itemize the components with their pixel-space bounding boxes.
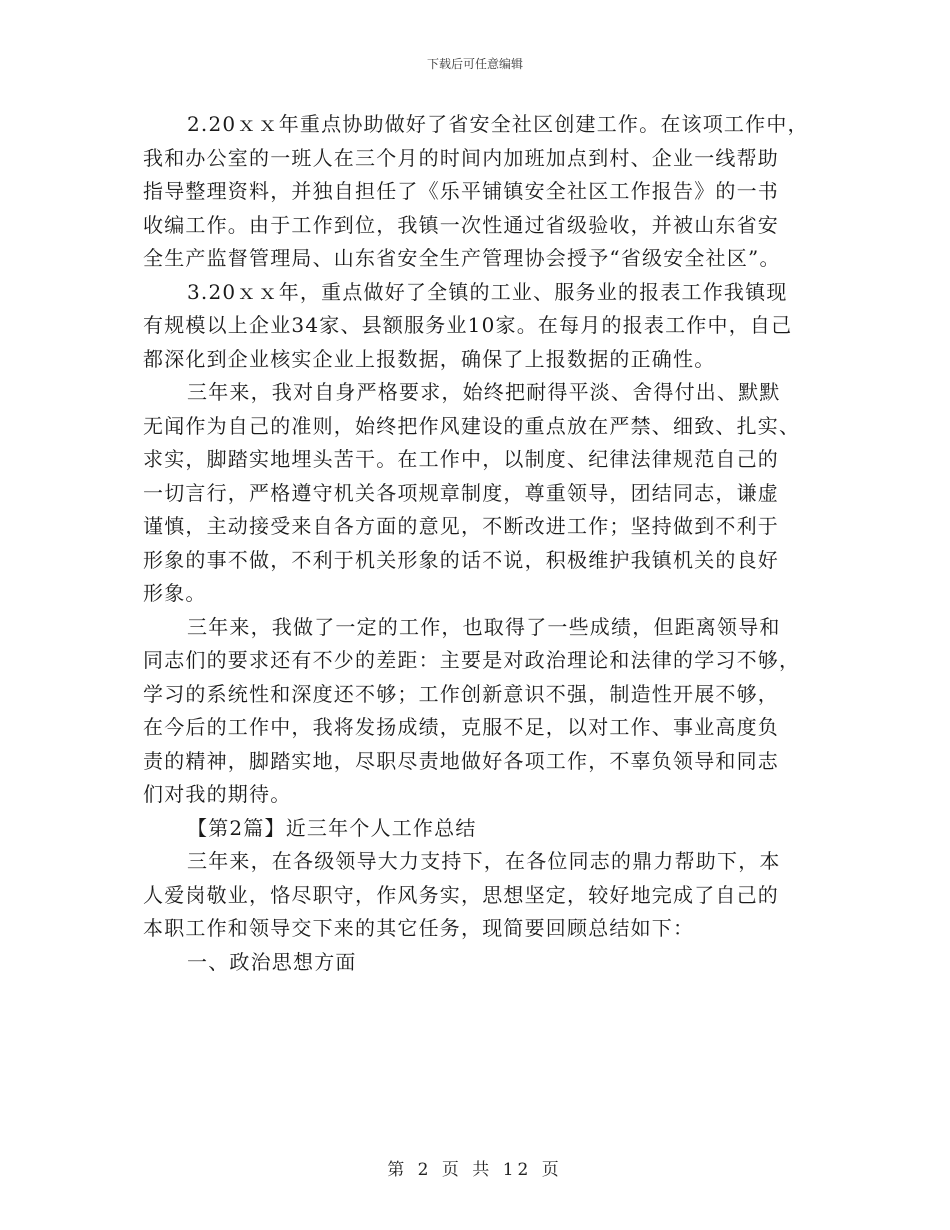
section-heading: 【第2篇】近三年个人工作总结 xyxy=(187,815,477,840)
text-line: 责的精神，脚踏实地，尽职尽责地做好各项工作，不辜负领导和同志 xyxy=(143,748,779,773)
text-line: 3.20ｘｘ年，重点做好了全镇的工业、服务业的报表工作我镇现 xyxy=(187,279,788,304)
text-line: 学习的系统性和深度还不够；工作创新意识不强，制造性开展不够， xyxy=(143,681,779,706)
text-line: 形象。 xyxy=(143,581,207,605)
text-line: 全生产监督管理局、山东省安全生产管理协会授予“省级安全社区”。 xyxy=(143,246,781,270)
subsection-heading: 一、政治思想方面 xyxy=(187,949,357,974)
text-line: 在今后的工作中，我将发扬成绩，克服不足，以对工作、事业高度负 xyxy=(143,715,779,739)
text-line: 有规模以上企业34家、县额服务业10家。在每月的报表工作中，自己 xyxy=(143,313,793,337)
text-line: 求实，脚踏实地埋头苦干。在工作中，以制度、纪律法律规范自己的 xyxy=(143,447,779,471)
page-header: 下载后可任意编辑 xyxy=(426,57,523,71)
text-line: 形象的事不做，不利于机关形象的话不说，积极维护我镇机关的良好 xyxy=(143,547,779,572)
text-line: 本职工作和领导交下来的其它任务，现简要回顾总结如下： xyxy=(143,916,695,940)
text-line: 三年来，我对自身严格要求，始终把耐得平淡、舍得付出、默默 xyxy=(187,380,781,404)
text-line: 指导整理资料，并独自担任了《乐平铺镇安全社区工作报告》的一书 xyxy=(143,179,779,203)
text-line: 三年来，在各级领导大力支持下，在各位同志的鼎力帮助下，本 xyxy=(187,849,781,873)
text-line: 收编工作。由于工作到位，我镇一次性通过省级验收，并被山东省安 xyxy=(143,212,779,237)
text-line: 都深化到企业核实企业上报数据，确保了上报数据的正确性。 xyxy=(143,346,716,371)
document-body xyxy=(143,108,813,979)
text-line: 无闻作为自己的准则，始终把作风建设的重点放在严禁、细致、扎实、 xyxy=(143,413,801,438)
text-line: 人爱岗敬业，恪尽职守，作风务实，思想坚定，较好地完成了自己的 xyxy=(143,882,779,907)
text-line: 同志们的要求还有不少的差距：主要是对政治理论和法律的学习不够， xyxy=(143,648,801,672)
page-footer: 第 2 页 共 12 页 xyxy=(387,1160,563,1180)
text-line: 谨慎，主动接受来自各方面的意见，不断改进工作；坚持做到不利于 xyxy=(143,514,779,538)
text-line: 2.20ｘｘ年重点协助做好了省安全社区创建工作。在该项工作中， xyxy=(187,112,809,136)
text-line: 我和办公室的一班人在三个月的时间内加班加点到村、企业一线帮助 xyxy=(143,145,779,170)
text-line: 们对我的期待。 xyxy=(143,782,292,806)
text-line: 一切言行，严格遵守机关各项规章制度，尊重领导，团结同志，谦虚 xyxy=(143,480,779,505)
text-line: 三年来，我做了一定的工作，也取得了一些成绩，但距离领导和 xyxy=(187,614,781,639)
